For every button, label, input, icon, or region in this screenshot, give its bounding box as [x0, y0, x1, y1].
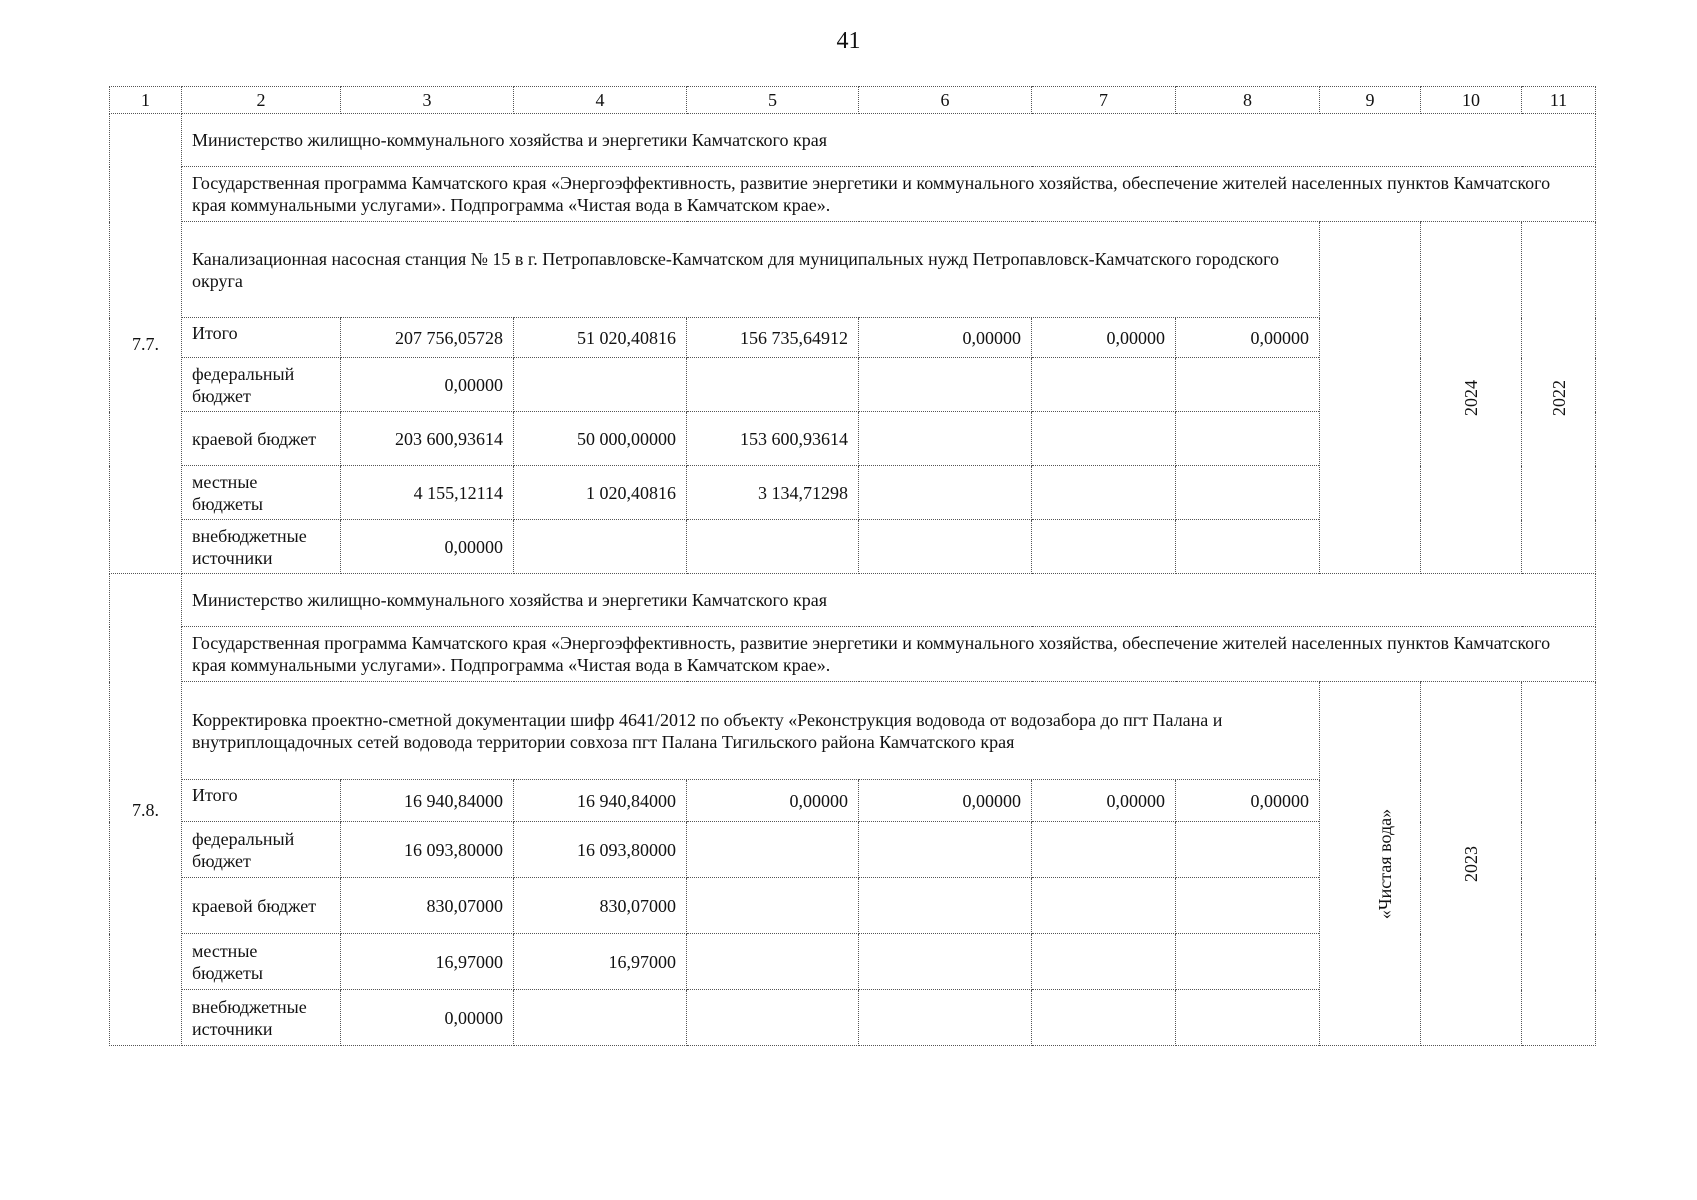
amount-col-3: 830,07000 — [341, 878, 514, 934]
column-11-value: 2022 — [1548, 379, 1569, 416]
amount-col-8 — [1176, 878, 1320, 934]
column-11-cell — [1522, 222, 1596, 574]
amount-col-5 — [687, 878, 859, 934]
amount-col-6: 0,00000 — [859, 780, 1032, 822]
funding-source-label: внебюджетные источники — [182, 990, 341, 1046]
amount-col-7 — [1032, 878, 1176, 934]
amount-col-8 — [1176, 990, 1320, 1046]
amount-col-6 — [859, 878, 1032, 934]
ministry-row — [110, 114, 1596, 167]
program-row — [110, 627, 1596, 682]
amount-col-5 — [687, 358, 859, 412]
column-10-cell — [1421, 222, 1522, 574]
column-10-cell — [1421, 682, 1522, 1046]
amount-col-3: 0,00000 — [341, 520, 514, 574]
program-row — [110, 167, 1596, 222]
funding-source-label: федеральный бюджет — [182, 358, 341, 412]
amount-col-6 — [859, 466, 1032, 520]
ministry-name: Министерство жилищно-коммунального хозяйства и энергетики Камчатского края — [182, 114, 1596, 167]
funding-source-label: внебюджетные источники — [182, 520, 341, 574]
amount-col-7 — [1032, 990, 1176, 1046]
amount-col-8 — [1176, 520, 1320, 574]
funding-source-label: федеральный бюджет — [182, 822, 341, 878]
column-header: 6 — [859, 87, 1032, 114]
amount-col-4: 16 093,80000 — [514, 822, 687, 878]
amount-col-4: 16,97000 — [514, 934, 687, 990]
funding-source-label: Итого — [182, 318, 341, 358]
amount-col-3: 4 155,12114 — [341, 466, 514, 520]
amount-col-3: 16 093,80000 — [341, 822, 514, 878]
amount-col-5 — [687, 520, 859, 574]
funding-source-label: краевой бюджет — [182, 878, 341, 934]
amount-col-6 — [859, 358, 1032, 412]
column-header: 1 — [110, 87, 182, 114]
ministry-row — [110, 574, 1596, 627]
amount-col-4 — [514, 358, 687, 412]
amount-col-7 — [1032, 822, 1176, 878]
page-number: 41 — [836, 28, 861, 54]
amount-col-3: 16 940,84000 — [341, 780, 514, 822]
column-header: 2 — [182, 87, 341, 114]
amount-col-7 — [1032, 412, 1176, 466]
column-10-value: 2023 — [1461, 845, 1481, 882]
investment-table — [109, 86, 1596, 1046]
amount-col-6 — [859, 412, 1032, 466]
object-row — [110, 222, 1596, 318]
amount-col-6: 0,00000 — [859, 318, 1032, 358]
object-name: Канализационная насосная станция № 15 в г. Петропавловске-Камчатском для муниципальных нужд Петропавловск-Камчатского городского округа — [182, 222, 1320, 318]
amount-col-4 — [514, 990, 687, 1046]
amount-col-3: 0,00000 — [341, 990, 514, 1046]
column-9-value: «Чистая вода» — [1375, 808, 1396, 919]
amount-col-8 — [1176, 934, 1320, 990]
funding-source-label: Итого — [182, 780, 341, 822]
item-index: 7.7. — [110, 114, 182, 574]
ministry-name: Министерство жилищно-коммунального хозяйства и энергетики Камчатского края — [182, 574, 1596, 627]
amount-col-7 — [1032, 934, 1176, 990]
column-9-cell — [1320, 682, 1421, 1046]
amount-col-4: 50 000,00000 — [514, 412, 687, 466]
column-9-cell — [1320, 222, 1421, 574]
column-header: 4 — [514, 87, 687, 114]
column-header: 7 — [1032, 87, 1176, 114]
column-header: 3 — [341, 87, 514, 114]
amount-col-7 — [1032, 358, 1176, 412]
amount-col-3: 0,00000 — [341, 358, 514, 412]
amount-col-5: 153 600,93614 — [687, 412, 859, 466]
amount-col-4: 16 940,84000 — [514, 780, 687, 822]
amount-col-5: 0,00000 — [687, 780, 859, 822]
program-name: Государственная программа Камчатского края «Энергоэффективность, развитие энергетики и коммунального хозяйства, обеспечение жителей населенных пунктов Камчатского края коммунальными услугами». Подпрограмма «Чистая вода в Камчатском крае». — [182, 167, 1596, 222]
amount-col-3: 203 600,93614 — [341, 412, 514, 466]
amount-col-7 — [1032, 520, 1176, 574]
program-name: Государственная программа Камчатского края «Энергоэффективность, развитие энергетики и коммунального хозяйства, обеспечение жителей населенных пунктов Камчатского края коммунальными услугами». Подпрограмма «Чистая вода в Камчатском крае». — [182, 627, 1596, 682]
amount-col-5: 156 735,64912 — [687, 318, 859, 358]
column-number-row — [110, 87, 1596, 114]
amount-col-3: 16,97000 — [341, 934, 514, 990]
column-header: 9 — [1320, 87, 1421, 114]
column-header: 5 — [687, 87, 859, 114]
item-index: 7.8. — [110, 574, 182, 1046]
amount-col-4: 830,07000 — [514, 878, 687, 934]
amount-col-4: 51 020,40816 — [514, 318, 687, 358]
amount-col-6 — [859, 990, 1032, 1046]
amount-col-5 — [687, 934, 859, 990]
column-11-cell — [1522, 682, 1596, 1046]
amount-col-6 — [859, 520, 1032, 574]
amount-col-3: 207 756,05728 — [341, 318, 514, 358]
amount-col-8 — [1176, 466, 1320, 520]
amount-col-5 — [687, 990, 859, 1046]
amount-col-5 — [687, 822, 859, 878]
amount-col-7: 0,00000 — [1032, 318, 1176, 358]
funding-source-label: краевой бюджет — [182, 412, 341, 466]
amount-col-8 — [1176, 822, 1320, 878]
column-header: 11 — [1522, 87, 1596, 114]
funding-source-label: местные бюджеты — [182, 934, 341, 990]
object-name: Корректировка проектно-сметной документации шифр 4641/2012 по объекту «Реконструкция водовода от водозабора до пгт Палана и внутриплощадочных сетей водовода территории совхоза пгт Палана Тигильского района Камчатского края — [182, 682, 1320, 780]
column-header: 8 — [1176, 87, 1320, 114]
column-header: 10 — [1421, 87, 1522, 114]
amount-col-8 — [1176, 412, 1320, 466]
amount-col-5: 3 134,71298 — [687, 466, 859, 520]
amount-col-4 — [514, 520, 687, 574]
column-10-value: 2024 — [1461, 379, 1481, 416]
amount-col-8: 0,00000 — [1176, 780, 1320, 822]
amount-col-6 — [859, 934, 1032, 990]
amount-col-8: 0,00000 — [1176, 318, 1320, 358]
amount-col-7 — [1032, 466, 1176, 520]
amount-col-4: 1 020,40816 — [514, 466, 687, 520]
amount-col-7: 0,00000 — [1032, 780, 1176, 822]
amount-col-6 — [859, 822, 1032, 878]
object-row — [110, 682, 1596, 780]
amount-col-8 — [1176, 358, 1320, 412]
funding-source-label: местные бюджеты — [182, 466, 341, 520]
